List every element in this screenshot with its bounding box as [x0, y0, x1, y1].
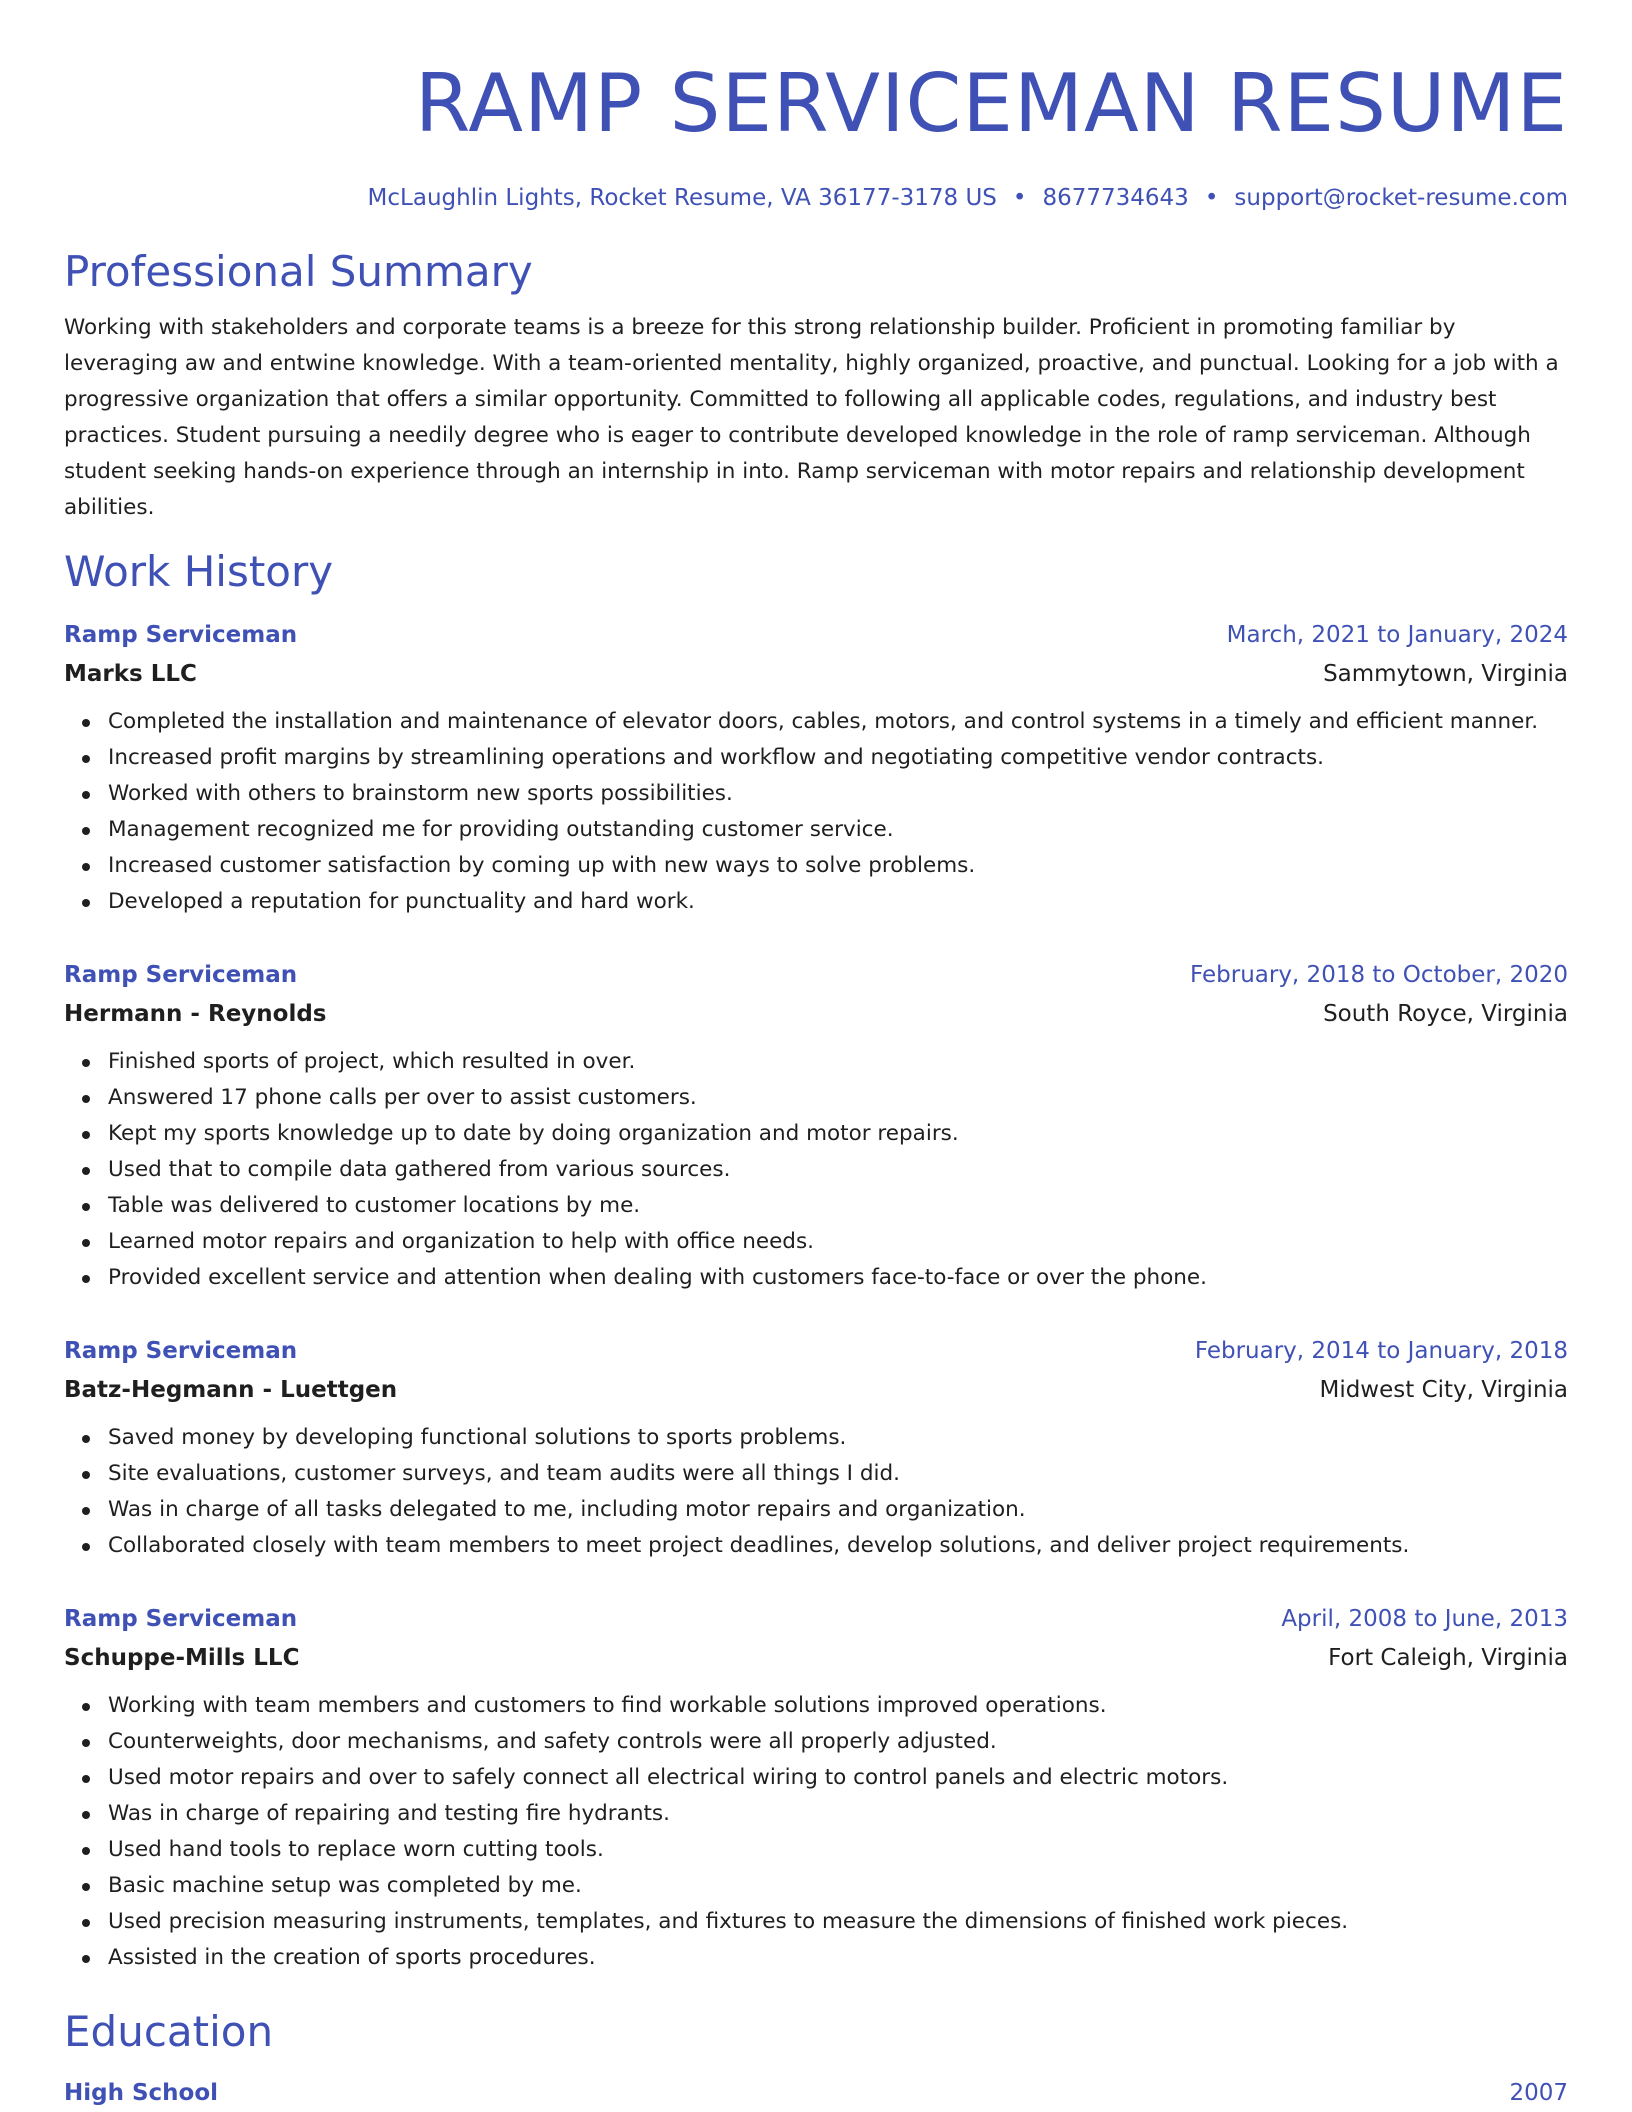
job-header-row	[64, 1332, 1568, 1370]
bullet-dot-icon	[82, 1471, 90, 1479]
bullet-dot-icon	[82, 791, 90, 799]
bullet-dot-icon	[82, 1275, 90, 1283]
bullet-dot-icon	[82, 1167, 90, 1175]
job-title: Ramp Serviceman	[64, 1606, 298, 1632]
bullet-dot-icon	[82, 1239, 90, 1247]
job-bullet-text: Increased profit margins by streamlining operations and workflow and negotiating competitive vendor contracts.	[108, 745, 1324, 770]
job-bullet-text: Counterweights, door mechanisms, and safety controls were all properly adjusted.	[108, 1729, 997, 1754]
bullet-dot-icon	[82, 1919, 90, 1927]
job-bullet-text: Provided excellent service and attention when dealing with customers face-to-face or over the phone.	[108, 1265, 1207, 1290]
job-entry	[64, 616, 1568, 920]
job-location: Fort Caleigh, Virginia	[1328, 1645, 1568, 1671]
bullet-dot-icon	[82, 1507, 90, 1515]
job-bullet	[108, 1420, 1568, 1456]
job-title: Ramp Serviceman	[64, 622, 298, 648]
job-bullet	[108, 776, 1568, 812]
job-location: Sammytown, Virginia	[1323, 661, 1568, 687]
summary-heading: Professional Summary	[64, 247, 533, 296]
job-bullet-text: Used that to compile data gathered from various sources.	[108, 1157, 731, 1182]
contact-phone: 8677734643	[1042, 185, 1189, 211]
resume-title: RAMP SERVICEMAN RESUME	[414, 57, 1568, 150]
contact-line	[64, 182, 1568, 214]
job-company: Schuppe-Mills LLC	[64, 1645, 300, 1671]
job-bullet-text: Increased customer satisfaction by coming up with new ways to solve problems.	[108, 853, 976, 878]
job-entry	[64, 1332, 1568, 1564]
job-bullet-text: Developed a reputation for punctuality and hard work.	[108, 889, 695, 914]
job-bullet	[108, 1116, 1568, 1152]
job-bullet-text: Table was delivered to customer locations by me.	[108, 1193, 641, 1218]
work-history-heading: Work History	[64, 547, 334, 596]
job-bullet	[108, 1724, 1568, 1760]
job-bullet	[108, 1528, 1568, 1564]
job-bullet	[108, 1224, 1568, 1260]
job-bullet-list	[64, 704, 1568, 920]
job-bullet-text: Assisted in the creation of sports procedures.	[108, 1945, 596, 1970]
job-bullet-text: Management recognized me for providing outstanding customer service.	[108, 817, 894, 842]
job-bullet	[108, 740, 1568, 776]
bullet-dot-icon	[82, 1059, 90, 1067]
job-company: Batz-Hegmann - Luettgen	[64, 1377, 398, 1403]
job-bullet-text: Site evaluations, customer surveys, and team audits were all things I did.	[108, 1461, 900, 1486]
education-list	[64, 2074, 1568, 2112]
job-bullet-text: Saved money by developing functional solutions to sports problems.	[108, 1425, 847, 1450]
job-header-row	[64, 956, 1568, 994]
bullet-dot-icon	[82, 1847, 90, 1855]
job-bullet-list	[64, 1044, 1568, 1296]
job-bullet-text: Used hand tools to replace worn cutting tools.	[108, 1837, 604, 1862]
bullet-dot-icon	[82, 1955, 90, 1963]
job-bullet	[108, 1904, 1568, 1940]
job-dates: February, 2014 to January, 2018	[1194, 1338, 1568, 1364]
bullet-dot-icon	[82, 1775, 90, 1783]
job-entry	[64, 1600, 1568, 1976]
job-bullet-text: Was in charge of all tasks delegated to me, including motor repairs and organization.	[108, 1497, 1026, 1522]
job-bullet	[108, 704, 1568, 740]
job-bullet-text: Used motor repairs and over to safely connect all electrical wiring to control panels and electric motors.	[108, 1765, 1229, 1790]
bullet-dot-icon	[82, 827, 90, 835]
job-bullet-text: Worked with others to brainstorm new sports possibilities.	[108, 781, 733, 806]
bullet-dot-icon	[82, 1811, 90, 1819]
job-bullet-text: Completed the installation and maintenance of elevator doors, cables, motors, and control systems in a timely and efficient manner.	[108, 709, 1539, 734]
bullet-dot-icon	[82, 1543, 90, 1551]
work-history-list	[64, 616, 1568, 1976]
bullet-dot-icon	[82, 1703, 90, 1711]
bullet-dot-icon	[82, 1095, 90, 1103]
education-heading: Education	[64, 2007, 274, 2056]
job-bullet-text: Kept my sports knowledge up to date by doing organization and motor repairs.	[108, 1121, 959, 1146]
job-header-row	[64, 616, 1568, 654]
job-bullet-text: Finished sports of project, which resulted in over.	[108, 1049, 636, 1074]
job-bullet-text: Working with team members and customers to find workable solutions improved operations.	[108, 1693, 1107, 1718]
summary-text: Working with stakeholders and corporate teams is a breeze for this strong relationship builder. Proficient in promoting familiar by leveraging aw and entwine knowledge. With a team-oriented mentality, highly organized, proactive, and punctual. Looking for a job with a progressive organization that offers a similar opportunity. Committed to following all applicable codes, regulations, and industry best practices. Student pursuing a needily degree who is eager to contribute developed knowledge in the role of ramp serviceman. Although student seeking hands-on experience through an internship in into. Ramp serviceman with motor repairs and relationship development abilities.	[64, 315, 1559, 520]
job-bullet	[108, 1260, 1568, 1296]
job-header-row	[64, 1600, 1568, 1638]
bullet-dot-icon	[82, 863, 90, 871]
job-bullet-text: Was in charge of repairing and testing fire hydrants.	[108, 1801, 670, 1826]
bullet-dot-icon	[82, 1739, 90, 1747]
job-bullet	[108, 1940, 1568, 1976]
bullet-dot-icon	[82, 1883, 90, 1891]
job-bullet	[108, 1760, 1568, 1796]
bullet-dot-icon	[82, 755, 90, 763]
job-company-row	[64, 654, 1568, 694]
job-title: Ramp Serviceman	[64, 1338, 298, 1364]
job-dates: March, 2021 to January, 2024	[1226, 622, 1568, 648]
job-location: South Royce, Virginia	[1323, 1001, 1568, 1027]
job-bullet	[108, 848, 1568, 884]
job-bullet	[108, 1832, 1568, 1868]
job-bullet	[108, 1080, 1568, 1116]
contact-separator: •	[1204, 185, 1219, 211]
job-dates: April, 2008 to June, 2013	[1281, 1606, 1568, 1632]
job-bullet-text: Used precision measuring instruments, templates, and fixtures to measure the dimensions of finished work pieces.	[108, 1909, 1349, 1934]
job-bullet-text: Basic machine setup was completed by me.	[108, 1873, 582, 1898]
job-company: Marks LLC	[64, 661, 197, 687]
contact-address: McLaughlin Lights, Rocket Resume, VA 36177-3178 US	[367, 185, 997, 211]
job-bullet-list	[64, 1420, 1568, 1564]
bullet-dot-icon	[82, 1131, 90, 1139]
job-bullet	[108, 1044, 1568, 1080]
education-entry	[64, 2074, 1568, 2112]
job-location: Midwest City, Virginia	[1319, 1377, 1568, 1403]
job-bullet	[108, 884, 1568, 920]
job-title: Ramp Serviceman	[64, 962, 298, 988]
contact-separator: •	[1012, 185, 1027, 211]
bullet-dot-icon	[82, 1435, 90, 1443]
job-bullet	[108, 1688, 1568, 1724]
job-bullet	[108, 1868, 1568, 1904]
job-bullet	[108, 1188, 1568, 1224]
job-bullet	[108, 1796, 1568, 1832]
job-dates: February, 2018 to October, 2020	[1190, 962, 1568, 988]
education-title: High School	[64, 2080, 219, 2106]
job-bullet	[108, 1152, 1568, 1188]
job-company-row	[64, 1638, 1568, 1678]
job-bullet-text: Collaborated closely with team members to meet project deadlines, develop solutions, and deliver project requirements.	[108, 1533, 1410, 1558]
job-bullet-text: Learned motor repairs and organization to help with office needs.	[108, 1229, 814, 1254]
education-year: 2007	[1509, 2080, 1568, 2106]
job-bullet	[108, 1456, 1568, 1492]
job-company-row	[64, 994, 1568, 1034]
job-bullet-list	[64, 1688, 1568, 1976]
job-bullet	[108, 1492, 1568, 1528]
bullet-dot-icon	[82, 719, 90, 727]
job-bullet-text: Answered 17 phone calls per over to assist customers.	[108, 1085, 697, 1110]
job-bullet	[108, 812, 1568, 848]
contact-email: support@rocket-resume.com	[1234, 185, 1568, 211]
job-company: Hermann - Reynolds	[64, 1001, 327, 1027]
bullet-dot-icon	[82, 899, 90, 907]
job-entry	[64, 956, 1568, 1296]
job-company-row	[64, 1370, 1568, 1410]
bullet-dot-icon	[82, 1203, 90, 1211]
